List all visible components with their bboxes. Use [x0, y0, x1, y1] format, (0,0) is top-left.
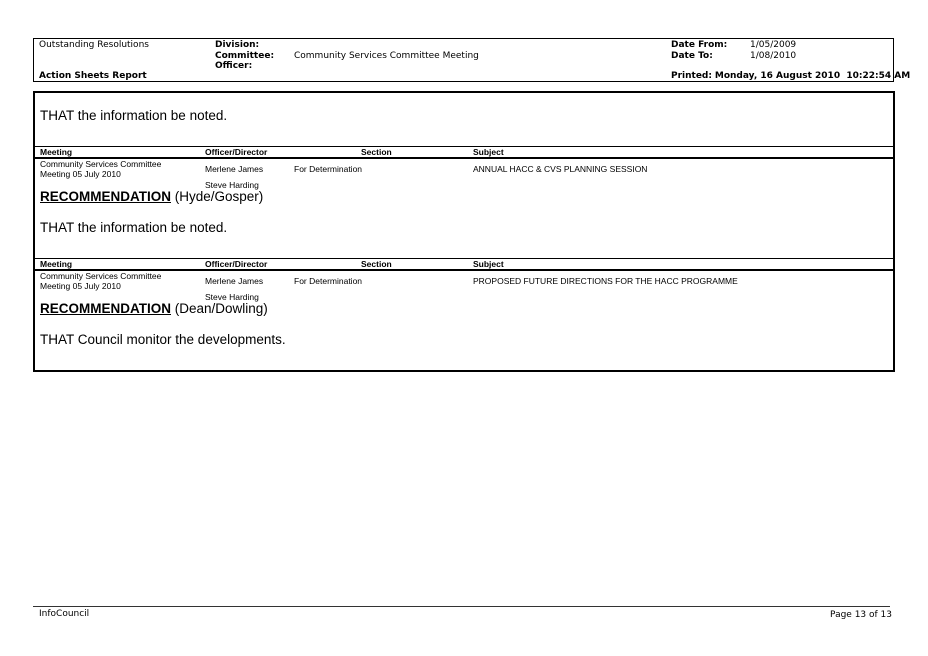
meeting-line: Community Services Committee: [40, 159, 162, 169]
recommendation-heading: [40, 189, 263, 204]
meeting-line: Community Services Committee: [40, 271, 162, 281]
meeting-cell: [40, 271, 161, 291]
resolution-text: THAT the information be noted.: [40, 220, 228, 235]
committee-label: Committee:: [215, 51, 275, 61]
col-officer-header: Officer/Director: [205, 147, 268, 157]
recommendation-label: RECOMMENDATION: [40, 189, 171, 204]
table-top-rule: [35, 146, 893, 147]
col-officer-header: Officer/Director: [205, 259, 268, 269]
printed-value: Monday, 16 August 2010 10:22:54 AM: [714, 71, 911, 81]
page-number: Page 13 of 13: [830, 610, 892, 620]
recommendation-movers: (Dean/Dowling): [171, 301, 268, 316]
meeting-line: Meeting 05 July 2010: [40, 281, 121, 291]
officer-name: Merlene James: [205, 164, 264, 174]
division-label: Division:: [215, 40, 260, 50]
top-resolution-text: THAT the information be noted.: [40, 108, 228, 123]
section-cell: For Determination: [294, 164, 363, 174]
col-subject-header: Subject: [473, 147, 504, 157]
subject-cell: PROPOSED FUTURE DIRECTIONS FOR THE HACC PROGRAMME: [473, 276, 738, 286]
col-section-header: Section: [361, 259, 392, 269]
col-section-header: Section: [361, 147, 392, 157]
recommendation-movers: (Hyde/Gosper): [171, 189, 264, 204]
col-meeting-header: Meeting: [40, 147, 73, 157]
meeting-cell: [40, 159, 161, 179]
subject-cell: ANNUAL HACC & CVS PLANNING SESSION: [473, 164, 648, 174]
resolution-text: THAT Council monitor the developments.: [40, 332, 286, 347]
footer-app-name: InfoCouncil: [39, 609, 90, 619]
officer-name: Merlene James: [205, 276, 264, 286]
date-to-value: 1/08/2010: [750, 51, 797, 61]
printed-label: Printed:: [671, 71, 712, 81]
header-rule: [35, 269, 893, 271]
date-from-value: 1/05/2009: [750, 40, 797, 50]
date-to-label: Date To:: [671, 51, 713, 61]
officer-label: Officer:: [215, 61, 253, 71]
meeting-line: Meeting 05 July 2010: [40, 169, 121, 179]
committee-value: Community Services Committee Meeting: [294, 51, 479, 61]
recommendation-label: RECOMMENDATION: [40, 301, 171, 316]
col-meeting-header: Meeting: [40, 259, 73, 269]
report-type: Action Sheets Report: [39, 71, 147, 81]
section-cell: For Determination: [294, 276, 363, 286]
date-from-label: Date From:: [671, 40, 728, 50]
col-subject-header: Subject: [473, 259, 504, 269]
footer-rule: [33, 606, 890, 607]
officer-name: Steve Harding: [205, 292, 259, 302]
report-name: Outstanding Resolutions: [39, 40, 149, 50]
officer-name: Steve Harding: [205, 180, 259, 190]
header-rule: [35, 157, 893, 159]
recommendation-heading: [40, 301, 268, 316]
table-top-rule: [35, 258, 893, 259]
printed: [671, 71, 910, 81]
